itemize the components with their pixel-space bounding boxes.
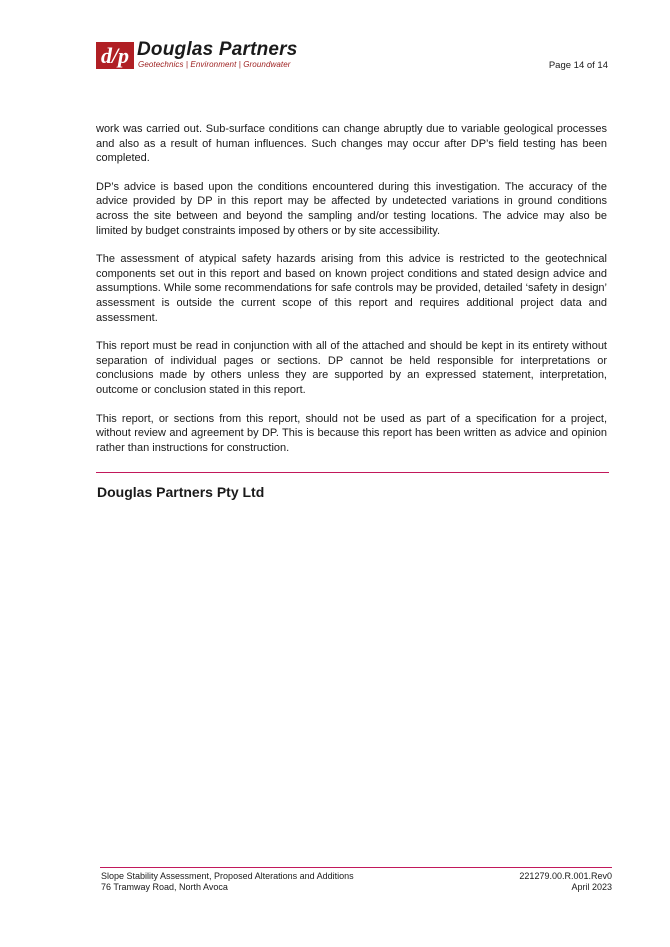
logo-name: Douglas Partners [137,39,298,60]
footer-divider [100,867,612,868]
paragraph: work was carried out. Sub-surface conditions can change abruptly due to variable geological processes and also as a result of human influences. Such changes may occur after DP’s field testing has been completed. [96,123,607,165]
page-number: Page 14 of 14 [548,60,608,71]
footer-report-number: 221279.00.R.001.Rev0 [519,871,612,881]
footer-report-info [519,871,612,893]
paragraph: This report, or sections from this report, should not be used as part of a specification for a project, without review and agreement by DP. This is because this report has been written as advice and opinion rather than instructions for construction. [96,412,607,454]
paragraph: The assessment of atypical safety hazards arising from this advice is restricted to the geotechnical components set out in this report and based on known project conditions and stated design advice and assumptions. While some recommendations for safe controls may be provided, detailed ‘safety in design’ assessment is outside the current scope of this report and requires additional project data and assessment. [96,253,607,324]
page-header [96,39,612,72]
paragraph: This report must be read in conjunction with all of the attached and should be kept in its entirety without separation of individual pages or sections. DP cannot be held responsible for interpretations or conclusions made by others unless they are supported by an expressed statement, interpretation, outcome or conclusion stated in this report. [96,340,607,396]
footer-report-date: April 2023 [571,882,612,892]
section-divider [96,472,609,473]
paragraph: DP’s advice is based upon the conditions encountered during this investigation. The accuracy of the advice provided by DP in this report may be affected by undetected variations in ground conditions across the site between and beyond the sampling and/or testing locations. The advice may also be limited by budget constraints imposed by others or by site accessibility. [96,180,607,237]
logo-tagline: Geotechnics | Environment | Groundwater [138,60,291,69]
svg-text:d/p: d/p [100,43,130,68]
douglas-partners-logo-icon [96,42,134,69]
body-content [96,122,607,469]
footer-project-title: Slope Stability Assessment, Proposed Alterations and Additions [101,871,354,881]
footer-project-address: 76 Tramway Road, North Avoca [101,882,228,892]
signoff-company: Douglas Partners Pty Ltd [97,484,265,500]
footer-project-info [101,871,354,893]
